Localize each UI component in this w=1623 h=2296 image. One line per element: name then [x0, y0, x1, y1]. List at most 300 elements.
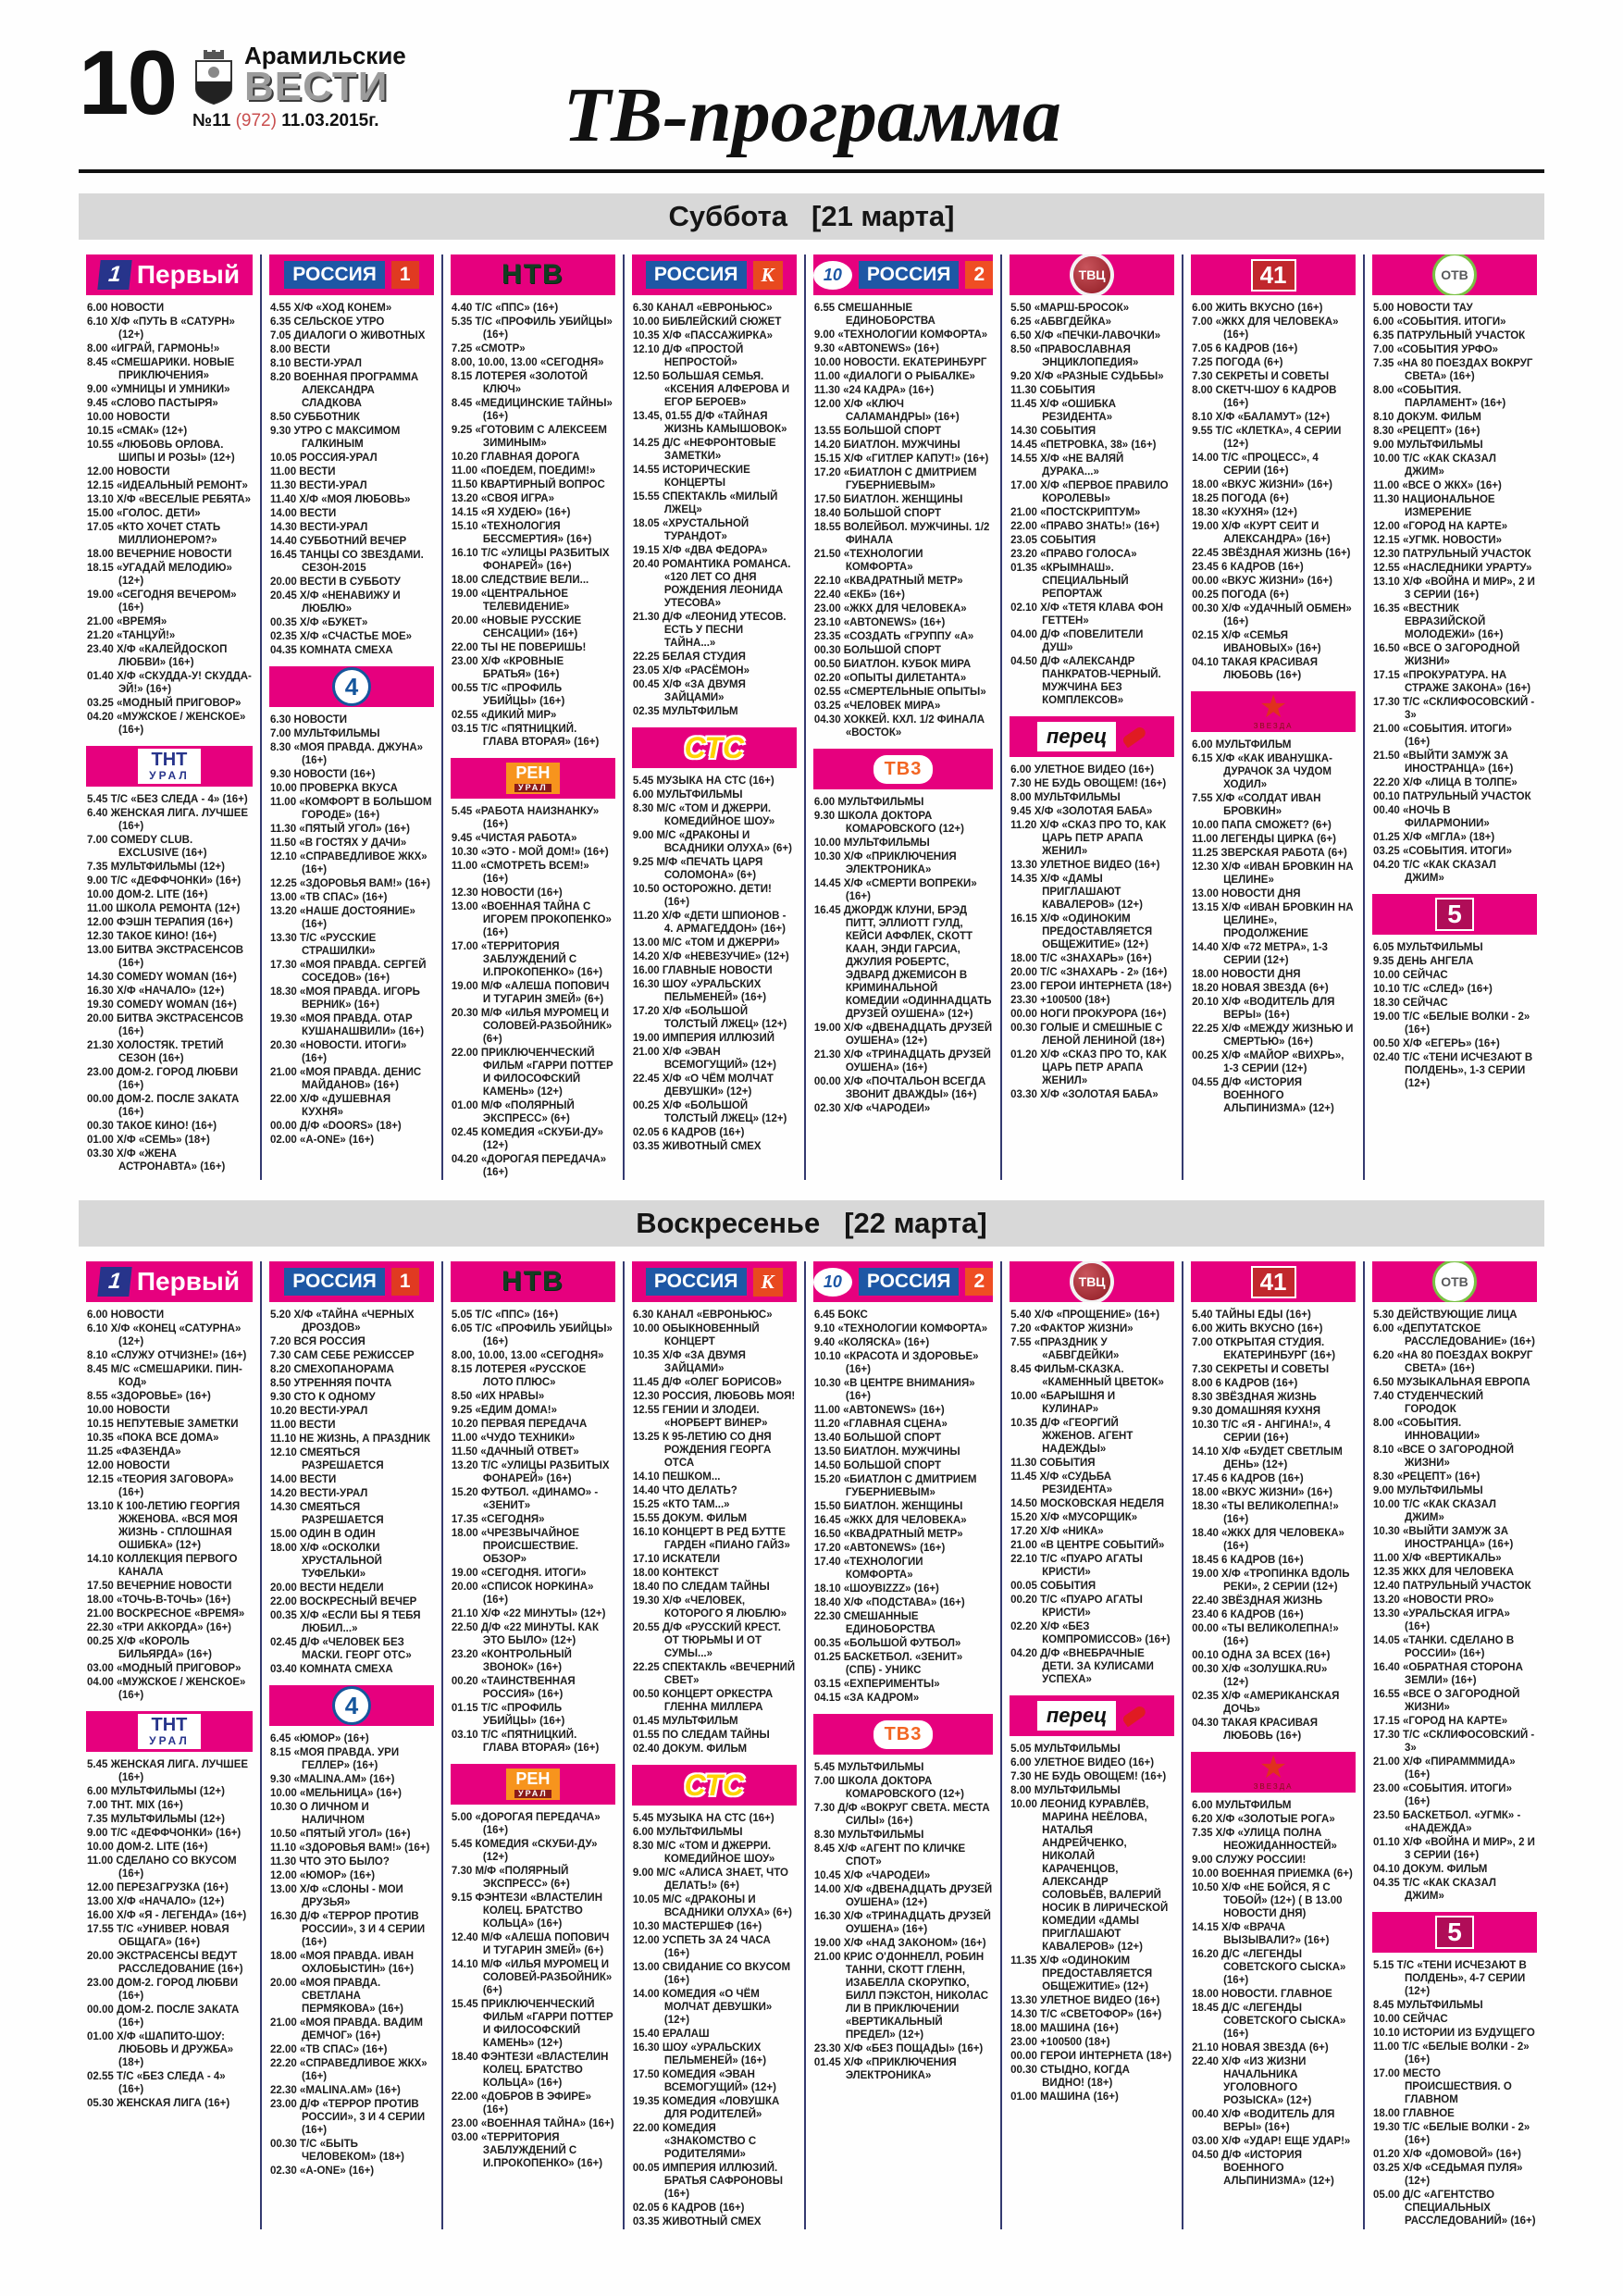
program-entry: 14.55 Х/Ф «НЕ ВАЛЯЙ ДУРАКА...»: [1010, 453, 1124, 478]
grid-column: [260, 1261, 441, 2229]
program-entry: 18.00 Х/Ф «ОСКОЛКИ ХРУСТАЛЬНОЙ ТУФЕЛЬКИ»: [269, 1543, 382, 1580]
program-entry: 11.00 Т/С «БЕЛЫЕ ВОЛКИ - 2» (16+): [1373, 2042, 1530, 2066]
program-entry: 11.20 Х/Ф «СКАЗ ПРО ТО, КАК ЦАРЬ ПЕТР АРАПА ЖЕНИЛ»: [1010, 820, 1167, 857]
program-list: [813, 1761, 993, 2082]
program-entry: 17.20 Х/Ф «БОЛЬШОЙ ТОЛСТЫЙ ЛЖЕЦ» (12+): [632, 1006, 787, 1030]
tv3-sun-block: [813, 1714, 993, 2082]
program-entry: 18.45 Д/С «ЛЕГЕНДЫ СОВЕТСКОГО СЫСКА» (16+): [1192, 2003, 1346, 2040]
rossiya-logo: РОССИЯ: [859, 261, 960, 289]
program-entry: 16.15 Х/Ф «ОДИНОКИМ ПРЕДОСТАВЛЯЕТСЯ ОБЩЕЖИТИЕ» (12+): [1010, 913, 1153, 950]
program-entry: 15.45 ПРИКЛЮЧЕНЧЕСКИЙ ФИЛЬМ «ГАРРИ ПОТТЕР И ФИЛОСОФСКИЙ КАМЕНЬ» (12+): [451, 1999, 613, 2049]
tnt-ural-logo: ТНТ УРАЛ: [138, 749, 201, 784]
rossiya-1-badge: 1: [391, 1268, 419, 1296]
program-entry: 04.35 Т/С «КАК СКАЗАЛ ДЖИМ»: [1373, 1878, 1497, 1902]
program-entry: 02.00 «А-ONE» (16+): [269, 1135, 375, 1146]
program-entry: 12.15 «ИДЕАЛЬНЫЙ РЕМОНТ»: [87, 480, 248, 491]
program-entry: 10.10 Т/С «СЛЕД» (16+): [1373, 984, 1493, 995]
rossiya-logo: РОССИЯ: [646, 1268, 747, 1296]
day-date: [22 марта]: [844, 1207, 987, 1239]
program-entry: 23.05 СОБЫТИЯ: [1010, 535, 1096, 546]
perec-sun-block: [1010, 1695, 1174, 2104]
ntv-logo: НТВ: [502, 1266, 564, 1297]
program-entry: 22.00 ТЫ НЕ ПОВЕРИШЬ!: [451, 642, 587, 653]
program-entry: 13.30 «УРАЛЬСКАЯ ИГРА» (16+): [1373, 1608, 1510, 1632]
program-entry: 11.00 «ДИАЛОГИ О РЫБАЛКЕ»: [813, 371, 975, 382]
4-kanal-logo: 4: [332, 1686, 371, 1725]
program-entry: 19.15 Х/Ф «ДВА ФЕДОРА»: [632, 545, 768, 556]
program-entry: 11.00 ЛЕГЕНДЫ ЦИРКА (6+): [1192, 834, 1336, 845]
program-entry: 19.00 Х/Ф «ТРОПИНКА ВДОЛЬ РЕКИ», 2 СЕРИИ (12+): [1192, 1569, 1350, 1593]
program-entry: 18.00 «ЧРЕЗВЫЧАЙНОЕ ПРОИСШЕСТВИЕ. ОБЗОР»: [451, 1528, 580, 1565]
kultura-badge: К: [753, 261, 783, 290]
program-entry: 8.00 6 КАДРОВ (16+): [1192, 1378, 1298, 1389]
program-entry: 13.30 УЛЕТНОЕ ВИДЕО (16+): [1010, 860, 1160, 871]
program-entry: 00.10 ОДНА ЗА ВСЕХ (16+): [1192, 1650, 1331, 1661]
perviy-sun-banner: [86, 1261, 253, 1302]
program-entry: 02.40 ДОКУМ. ФИЛЬМ: [632, 1744, 748, 1755]
program-entry: 8.10 Х/Ф «БАЛАМУТ» (12+): [1192, 412, 1331, 423]
pepper-icon: [1121, 726, 1147, 749]
ren-ural-logo: РЕН УРАЛ: [506, 1769, 560, 1800]
program-entry: 12.55 «НАСЛЕДНИКИ УРАРТУ»: [1373, 563, 1532, 574]
program-entry: 7.00 ОТКРЫТАЯ СТУДИЯ. ЕКАТЕРИНБУРГ (16+): [1192, 1337, 1336, 1361]
program-entry: 7.20 «ФАКТОР ЖИЗНИ»: [1010, 1323, 1134, 1334]
program-entry: 11.10 «ЗДОРОВЬЯ ВАМ!» (16+): [269, 1843, 430, 1854]
program-entry: 11.30 ВЕСТИ-УРАЛ: [269, 480, 367, 491]
program-entry: 21.30 Д/Ф «ЛЕОНИД УТЕСОВ. ЕСТЬ У ПЕСНИ ТАЙНА...»: [632, 612, 787, 649]
program-entry: 10.00 «МЕЛЬНИЦА» (16+): [269, 1788, 402, 1799]
program-entry: 5.45 КОМЕДИЯ «СКУБИ-ДУ» (12+): [451, 1839, 598, 1863]
program-entry: 19.00 ИМПЕРИЯ ИЛЛЮЗИЙ: [632, 1033, 775, 1044]
logo-sub: ЗВЕЗДА: [1253, 721, 1294, 730]
program-entry: 8.45 ФИЛЬМ-СКАЗКА. «КАМЕННЫЙ ЦВЕТОК»: [1010, 1364, 1164, 1388]
program-list: [269, 1309, 434, 1676]
issue-line: [192, 111, 406, 131]
program-entry: 10.00 БИБЛЕЙСКИЙ СЮЖЕТ: [632, 316, 782, 328]
tv3-sat-banner: [813, 749, 993, 789]
program-entry: 02.05 6 КАДРОВ (16+): [632, 1127, 745, 1138]
tnt-sat-banner: [86, 746, 253, 787]
program-entry: 00.50 Х/Ф «ЕГЕРЬ» (16+): [1373, 1038, 1500, 1049]
program-entry: 10.50 ОСТОРОЖНО. ДЕТИ! (16+): [632, 884, 772, 908]
grid-column: [1182, 1261, 1363, 2229]
program-entry: 13.10 Х/Ф «ВЕСЕЛЫЕ РЕБЯТА»: [87, 494, 251, 505]
program-entry: 00.00 ГЕРОИ ИНТЕРНЕТА (18+): [1010, 2051, 1172, 2062]
sts-logo: СТС: [684, 1768, 745, 1802]
program-entry: 10.30 «В ЦЕНТРЕ ВНИМАНИЯ» (16+): [813, 1378, 975, 1402]
program-entry: 18.00 КОНТЕКСТ: [632, 1568, 719, 1579]
grid-column: [804, 254, 1000, 1180]
program-entry: 14.10 М/Ф «ИЛЬЯ МУРОМЕЦ И СОЛОВЕЙ-РАЗБОЙНИК» (6+): [451, 1959, 613, 1996]
program-entry: 6.00 МУЛЬТФИЛЬМЫ: [632, 1827, 743, 1838]
program-entry: 01.00 Х/Ф «ШАПИТО-ШОУ: ЛЮБОВЬ И ДРУЖБА» (18+): [87, 2031, 234, 2068]
program-entry: 7.30 СЕКРЕТЫ И СОВЕТЫ: [1192, 1364, 1330, 1375]
program-entry: 03.35 ЖИВОТНЫЙ СМЕХ: [632, 1141, 762, 1152]
tvc-sat-banner: [1010, 254, 1174, 295]
program-entry: 10.05 М/С «ДРАКОНЫ И ВСАДНИКИ ОЛУХА» (6+): [632, 1894, 792, 1918]
program-entry: 19.30 COMEDY WOMAN (16+): [87, 999, 237, 1011]
program-entry: 16.40 «ОБРАТНАЯ СТОРОНА ЗЕМЛИ» (16+): [1373, 1662, 1523, 1686]
program-entry: 15.20 ФУТБОЛ. «ДИНАМО» - «ЗЕНИТ»: [451, 1487, 599, 1511]
program-entry: 6.00 НОВОСТИ: [87, 1309, 165, 1321]
program-entry: 11.30 НАЦИОНАЛЬНОЕ ИЗМЕРЕНИЕ: [1373, 494, 1495, 518]
otv-sat-banner: [1372, 254, 1537, 295]
program-entry: 6.15 Х/Ф «КАК ИВАНУШКА-ДУРАЧОК ЗА ЧУДОМ ХОДИЛ»: [1192, 753, 1332, 790]
program-entry: 02.30 Х/Ф «ЧАРОДЕИ»: [813, 1103, 931, 1114]
program-list: [1372, 1309, 1537, 1903]
program-entry: 11.45 Х/Ф «СУДЬБА РЕЗИДЕНТА»: [1010, 1471, 1113, 1496]
program-entry: 13.00 М/С «ТОМ И ДЖЕРРИ»: [632, 937, 780, 949]
program-entry: 13.00 СВИДАНИЕ СО ВКУСОМ (16+): [632, 1962, 791, 1986]
rossiya1-sun-block: [269, 1261, 434, 1676]
program-entry: 10.45 Х/Ф «ЧАРОДЕИ»: [813, 1870, 931, 1881]
program-entry: 20.30 М/Ф «ИЛЬЯ МУРОМЕЦ И СОЛОВЕЙ-РАЗБОЙНИК» (6+): [451, 1008, 613, 1045]
program-entry: 23.20 «КОНТРОЛЬНЫЙ ЗВОНОК» (16+): [451, 1649, 572, 1673]
program-entry: 7.55 Х/Ф «СОЛДАТ ИВАН БРОВКИН»: [1192, 793, 1321, 817]
tvc-sun-banner: [1010, 1261, 1174, 1302]
program-entry: 18.00 «ВКУС ЖИЗНИ» (16+): [1192, 1487, 1332, 1498]
program-entry: 10.30 «ВЫЙТИ ЗАМУЖ ЗА ИНОСТРАНЦА» (16+): [1373, 1526, 1514, 1550]
program-entry: 8.45 Х/Ф «АГЕНТ ПО КЛИЧКЕ СПОТ»: [813, 1843, 966, 1868]
program-entry: 6.00 «ДЕПУТАТСКОЕ РАССЛЕДОВАНИЕ» (16+): [1373, 1323, 1535, 1347]
program-entry: 11.35 Х/Ф «ОДИНОКИМ ПРЕДОСТАВЛЯЕТСЯ ОБЩЕЖИТИЕ» (12+): [1010, 1955, 1153, 1992]
sts-sun-banner: [632, 1765, 797, 1806]
program-entry: 14.10 ПЕШКОМ...: [632, 1471, 721, 1483]
program-entry: 12.00 НОВОСТИ: [87, 466, 170, 478]
tv3-sat-block: [813, 749, 993, 1115]
program-entry: 13.30 УЛЕТНОЕ ВИДЕО (16+): [1010, 1995, 1160, 2006]
program-entry: 17.30 «МОЯ ПРАВДА. СЕРГЕЙ СОСЕДОВ» (16+): [269, 960, 427, 984]
program-entry: 10.00 ЛЕОНИД КУРАВЛЁВ, МАРИНА НЕЁЛОВА, НАТАЛЬЯ АНДРЕЙЧЕНКО, НИКОЛАЙ КАРАЧЕНЦОВ, АЛЕКСАНДР СОЛОВЬЁВ, ВАЛЕРИЙ НОСИК В ЛИРИЧЕСКОЙ КОМЕДИИ «ДАМЫ ПРИГЛАШАЮТ КАВАЛЕРОВ» (12+): [1010, 1799, 1169, 1953]
program-entry: 10.00 СЕЙЧАС: [1373, 2014, 1448, 2025]
program-entry: 9.25 «ГОТОВИМ С АЛЕКСЕЕМ ЗИМИНЫМ»: [451, 425, 607, 449]
program-entry: 14.35 Х/Ф «ДАМЫ ПРИГЛАШАЮТ КАВАЛЕРОВ» (12+): [1010, 874, 1143, 911]
program-entry: 13.00 БИТВА ЭКСТРАСЕНСОВ (16+): [87, 945, 244, 969]
program-entry: 21.00 ВОСКРЕСНОЕ «ВРЕМЯ»: [87, 1608, 245, 1620]
program-entry: 5.00 НОВОСТИ ТАУ: [1373, 303, 1473, 314]
grid-column: [1000, 254, 1182, 1180]
program-entry: 20.00 «НОВЫЕ РУССКИЕ СЕНСАЦИИ» (16+): [451, 615, 582, 639]
program-entry: 18.00 ГЛАВНОЕ: [1373, 2108, 1455, 2119]
program-entry: 9.30 «MALINA.AM» (16+): [269, 1774, 395, 1785]
program-entry: 04.20 «ДОРОГАЯ ПЕРЕДАЧА» (16+): [451, 1154, 607, 1178]
program-entry: 12.10 Д/Ф «ПРОСТОЙ НЕПРОСТОЙ»: [632, 344, 744, 368]
program-entry: 6.00 МУЛЬТФИЛЬМЫ: [632, 789, 743, 800]
program-entry: 10.00 Т/С «КАК СКАЗАЛ ДЖИМ»: [1373, 453, 1497, 478]
program-entry: 10.00 ДОМ-2. LITE (16+): [87, 889, 208, 900]
program-entry: 9.45 «СЛОВО ПАСТЫРЯ»: [87, 398, 218, 409]
program-entry: 02.35 Х/Ф «СЧАСТЬЕ МОЕ»: [269, 631, 413, 642]
program-entry: 02.20 «ОПЫТЫ ДИЛЕТАНТА»: [813, 673, 967, 684]
program-entry: 9.30 УТРО С МАКСИМОМ ГАЛКИНЫМ: [269, 426, 401, 450]
program-entry: 23.00 ГЕРОИ ИНТЕРНЕТА (18+): [1010, 981, 1172, 992]
program-entry: 6.10 Х/Ф «ПУТЬ В «САТУРН» (12+): [87, 316, 235, 341]
program-entry: 00.25 ПОГОДА (6+): [1192, 590, 1289, 601]
rossiyak-sun-banner: [632, 1261, 797, 1302]
program-entry: 10.00 ПАПА СМОЖЕТ? (6+): [1192, 820, 1332, 831]
grid-column: [1182, 254, 1363, 1180]
program-entry: 21.50 «ВЫЙТИ ЗАМУЖ ЗА ИНОСТРАНЦА» (16+): [1373, 751, 1514, 775]
rossiya2-sat-banner: [813, 254, 993, 295]
program-entry: 18.10 «ШОУBIZZZ» (16+): [813, 1583, 939, 1595]
program-entry: 6.50 МУЗЫКАЛЬНАЯ ЕВРОПА: [1373, 1377, 1530, 1388]
zvezda-sat-banner: [1191, 691, 1356, 732]
program-list: [86, 1309, 253, 1702]
program-entry: 8.00, 10.00, 13.00 «СЕГОДНЯ»: [451, 357, 604, 368]
program-entry: 00.30 Х/Ф «УДАЧНЫЙ ОБМЕН» (16+): [1192, 603, 1352, 627]
program-entry: 11.30 «24 КАДРА» (16+): [813, 385, 935, 396]
rossiya-logo: РОССИЯ: [284, 261, 385, 289]
program-entry: 21.20 «ТАНЦУЙ!»: [87, 630, 176, 641]
program-entry: 23.30 +100500 (18+): [1010, 995, 1110, 1006]
program-entry: 7.00 МУЛЬТФИЛЬМЫ: [269, 728, 380, 739]
program-entry: 8.10 ДОКУМ. ФИЛЬМ: [1373, 412, 1481, 423]
program-entry: 7.35 МУЛЬТФИЛЬМЫ (12+): [87, 1814, 225, 1825]
program-entry: 10.20 ПЕРВАЯ ПЕРЕДАЧА: [451, 1419, 588, 1430]
program-entry: 00.20 Т/С «ПУАРО АГАТЫ КРИСТИ»: [1010, 1595, 1143, 1619]
program-entry: 19.00 «ЦЕНТРАЛЬНОЕ ТЕЛЕВИДЕНИЕ»: [451, 589, 570, 613]
program-entry: 7.25 «СМОТР»: [451, 343, 526, 354]
program-entry: 00.25 Х/Ф «КОРОЛЬ БИЛЬЯРДА» (16+): [87, 1636, 212, 1660]
program-entry: 12.25 «ЗДОРОВЬЯ ВАМ!» (16+): [269, 878, 430, 889]
program-entry: 00.55 Т/С «ПРОФИЛЬ УБИЙЦЫ» (16+): [451, 683, 565, 707]
program-entry: 22.25 Х/Ф «МЕЖДУ ЖИЗНЬЮ И СМЕРТЬЮ» (16+): [1192, 1024, 1354, 1048]
program-entry: 00.00 «ТЫ ВЕЛИКОЛЕПНА!» (16+): [1192, 1623, 1339, 1647]
41-kanal-logo: 41: [1251, 1266, 1296, 1298]
page-header: [79, 31, 1544, 173]
program-entry: 14.00 ВЕСТИ: [269, 1474, 337, 1485]
program-entry: 14.50 МОСКОВСКАЯ НЕДЕЛЯ: [1010, 1498, 1165, 1509]
program-entry: 6.45 «ЮМОР» (16+): [269, 1733, 369, 1744]
program-entry: 14.30 ВЕСТИ-УРАЛ: [269, 522, 368, 533]
program-entry: 14.05 «ТАНКИ. СДЕЛАНО В РОССИИ» (16+): [1373, 1635, 1515, 1659]
program-entry: 10.00 ДОМ-2. LITE (16+): [87, 1842, 208, 1853]
program-entry: 9.30 НОВОСТИ (16+): [269, 769, 376, 780]
program-entry: 12.00 УСПЕТЬ ЗА 24 ЧАСА (16+): [632, 1935, 771, 1959]
program-entry: 7.35 Х/Ф «УЛИЦА ПОЛНА НЕОЖИДАННОСТЕЙ»: [1192, 1828, 1337, 1852]
program-entry: 10.15 НЕПУТЕВЫЕ ЗАМЕТКИ: [87, 1419, 239, 1430]
program-entry: 03.15 «ЕХПЕРИМЕНТЫ»: [813, 1679, 940, 1690]
program-entry: 23.00 +100500 (18+): [1010, 2037, 1110, 2048]
program-entry: 12.10 СМЕЯТЬСЯ РАЗРЕШАЕТСЯ: [269, 1447, 384, 1471]
program-entry: 6.00 МУЛЬТФИЛЬМ: [1192, 1800, 1292, 1811]
sts-logo: СТС: [684, 730, 745, 764]
tvc-sun-block: [1010, 1261, 1174, 1686]
program-entry: 17.00 МЕСТО ПРОИСШЕСТВИЯ. О ГЛАВНОМ: [1373, 2068, 1512, 2105]
program-entry: 21.00 Х/Ф «ПИРАМММИДА» (16+): [1373, 1756, 1516, 1781]
program-entry: 9.20 Х/Ф «РАЗНЫЕ СУДЬБЫ»: [1010, 371, 1164, 382]
program-entry: 17.20 Х/Ф «НИКА»: [1010, 1526, 1104, 1537]
program-entry: 7.00 «ЖКХ ДЛЯ ЧЕЛОВЕКА» (16+): [1192, 316, 1339, 341]
program-list: [86, 302, 253, 737]
grid-column: [623, 1261, 804, 2229]
sts-sat-block: [632, 727, 797, 1153]
program-entry: 23.20 «ПРАВО ГОЛОСА»: [1010, 549, 1137, 560]
program-entry: 02.55 «ДИКИЙ МИР»: [451, 710, 557, 721]
program-entry: 16.10 Т/С «УЛИЦЫ РАЗБИТЫХ ФОНАРЕЙ» (16+): [451, 548, 610, 572]
program-entry: 16.10 КОНЦЕРТ В РЕД БУТТЕ ГАРДЕН «ПИАНО ГАЙЗ»: [632, 1527, 790, 1551]
channel-one-icon: 1: [97, 1267, 131, 1297]
program-entry: 03.15 Т/С «ПЯТНИЦКИЙ. ГЛАВА ВТОРАЯ» (16+): [451, 724, 600, 748]
program-entry: 23.35 «СОЗДАТЬ «ГРУППУ «А»: [813, 631, 974, 642]
tvc-logo: ТВЦ: [1073, 1263, 1110, 1300]
program-entry: 22.30 «MALINA.AM» (16+): [269, 2085, 401, 2096]
program-entry: 11.50 КВАРТИРНЫЙ ВОПРОС: [451, 479, 605, 490]
program-list: [813, 302, 993, 739]
program-entry: 15.55 СПЕКТАКЛЬ «МИЛЫЙ ЛЖЕЦ»: [632, 491, 778, 515]
program-entry: 9.15 ФЭНТЕЗИ «ВЛАСТЕЛИН КОЛЕЦ. БРАТСТВО КОЛЬЦА» (16+): [451, 1893, 603, 1930]
program-entry: 23.00 ДОМ-2. ГОРОД ЛЮБВИ (16+): [87, 1067, 239, 1091]
rossiya2-sat-block: [813, 254, 993, 739]
program-list: [451, 302, 615, 749]
program-list: [269, 714, 434, 1147]
program-entry: 03.00 Х/Ф «УДАР! ЕЩЕ УДАР!»: [1192, 2136, 1351, 2147]
program-entry: 18.30 «КУХНЯ» (12+): [1192, 507, 1297, 518]
program-entry: 22.40 Х/Ф «ИЗ ЖИЗНИ НАЧАЛЬНИКА УГОЛОВНОГО РОЗЫСКА» (12+): [1192, 2056, 1312, 2106]
program-entry: 22.20 Х/Ф «ЛИЦА В ТОЛПЕ»: [1373, 777, 1518, 788]
program-entry: 21.30 Х/Ф «ТРИНАДЦАТЬ ДРУЗЕЙ ОУШЕНА» (16+): [813, 1049, 991, 1074]
day-header: [79, 193, 1544, 240]
program-entry: 23.00 «ЖКХ ДЛЯ ЧЕЛОВЕКА»: [813, 603, 967, 614]
issue-date: 11.03.2015г.: [281, 111, 379, 131]
program-entry: 02.55 Т/С «БЕЗ СЛЕДА - 4» (16+): [87, 2071, 226, 2095]
program-entry: 03.00 «МОДНЫЙ ПРИГОВОР»: [87, 1663, 242, 1674]
program-entry: 03.00 «ТЕРРИТОРИЯ ЗАБЛУЖДЕНИЙ С И.ПРОКОПЕНКО» (16+): [451, 2132, 603, 2169]
program-entry: 13.20 «СВОЯ ИГРА»: [451, 493, 554, 504]
program-entry: 11.30 ЧТО ЭТО БЫЛО?: [269, 1856, 390, 1868]
program-entry: 11.00 ШКОЛА РЕМОНТА (12+): [87, 903, 241, 914]
program-entry: 13.20 «НОВОСТИ PRO»: [1373, 1595, 1494, 1606]
program-entry: 20.10 Х/Ф «ВОДИТЕЛЬ ДЛЯ ВЕРЫ» (16+): [1192, 997, 1335, 1021]
perec-logo: перец: [1037, 1701, 1117, 1731]
program-list: [632, 775, 797, 1153]
program-entry: 10.00 НОВОСТИ. ЕКАТЕРИНБУРГ: [813, 357, 987, 368]
program-entry: 9.00 СЛУЖУ РОССИИ!: [1192, 1855, 1307, 1866]
ntv-sun-banner: [451, 1261, 615, 1302]
logo-sub: УРАЛ: [514, 1790, 551, 1798]
program-list: [1010, 302, 1174, 707]
perec-sat-block: [1010, 716, 1174, 1101]
rossiya1-sat-banner: [269, 254, 434, 295]
program-entry: 8.30 «РЕЦЕПТ» (16+): [1373, 1471, 1481, 1483]
slot-10-badge: 10: [813, 1268, 852, 1297]
5-kanal-logo: 5: [1435, 1916, 1474, 1949]
ren-sun-block: [451, 1764, 615, 2170]
program-entry: 01.25 БАСКЕТБОЛ. «ЗЕНИТ» (СПБ) - УНИКС: [813, 1652, 963, 1676]
program-entry: 10.35 «ПОКА ВСЕ ДОМА»: [87, 1433, 219, 1444]
program-entry: 8.00 «СОБЫТИЯ. ПАРЛАМЕНТ» (16+): [1373, 385, 1506, 409]
page-number: 10: [79, 31, 177, 133]
program-entry: 13.20 Т/С «УЛИЦЫ РАЗБИТЫХ ФОНАРЕЙ» (16+): [451, 1460, 610, 1484]
4kanal-sun-block: [269, 1685, 434, 2178]
program-entry: 21.10 НОВАЯ ЗВЕЗДА (6+): [1192, 2042, 1329, 2054]
program-entry: 9.35 ДЕНЬ АНГЕЛА: [1373, 956, 1474, 967]
program-entry: 13.00 НОВОСТИ ДНЯ: [1192, 888, 1301, 900]
program-entry: 01.20 Х/Ф «СКАЗ ПРО ТО, КАК ЦАРЬ ПЕТР АРАПА ЖЕНИЛ»: [1010, 1049, 1167, 1086]
program-entry: 5.00 «ДОРОГАЯ ПЕРЕДАЧА» (16+): [451, 1812, 601, 1836]
program-entry: 12.00 «ЮМОР» (16+): [269, 1870, 376, 1881]
program-entry: 17.50 КОМЕДИЯ «ЭВАН ВСЕМОГУЩИЙ» (12+): [632, 2069, 776, 2093]
channel-name: Первый: [136, 1267, 241, 1296]
program-entry: 18.00 НОВОСТИ ДНЯ: [1192, 969, 1301, 980]
program-entry: 02.15 Х/Ф «СЕМЬЯ ИВАНОВЫХ» (16+): [1192, 630, 1321, 654]
day-name: Суббота: [668, 200, 788, 232]
program-list: [1372, 1959, 1537, 2228]
ntv-logo: НТВ: [502, 259, 564, 290]
program-entry: 12.15 «УГМК. НОВОСТИ»: [1373, 535, 1502, 546]
program-entry: 6.20 «НА 80 ПОЕЗДАХ ВОКРУГ СВЕТА» (16+): [1373, 1350, 1533, 1374]
program-entry: 15.25 «КТО ТАМ...»: [632, 1499, 730, 1510]
program-entry: 20.00 БИТВА ЭКСТРАСЕНСОВ (16+): [87, 1013, 244, 1037]
program-entry: 21.00 «МОЯ ПРАВДА. ВАДИМ ДЕМЧОГ» (16+): [269, 2017, 423, 2042]
program-entry: 01.20 Х/Ф «ДОМОВОЙ» (16+): [1373, 2149, 1521, 2160]
program-entry: 11.30 СОБЫТИЯ: [1010, 385, 1096, 396]
program-entry: 10.00 Т/С «КАК СКАЗАЛ ДЖИМ»: [1373, 1499, 1497, 1523]
program-entry: 8.30 МУЛЬТФИЛЬМЫ: [813, 1830, 924, 1841]
program-entry: 19.00 «СЕГОДНЯ ВЕЧЕРОМ» (16+): [87, 590, 237, 614]
program-entry: 22.40 ЗВЁЗДНАЯ ЖИЗНЬ: [1192, 1595, 1323, 1607]
program-entry: 11.20 «ГЛАВНАЯ СЦЕНА»: [813, 1419, 948, 1430]
program-entry: 11.50 «В ГОСТЯХ У ДАЧИ»: [269, 838, 407, 849]
program-entry: 10.35 Х/Ф «ЗА ДВУМЯ ЗАЙЦАМИ»: [632, 1350, 746, 1374]
program-entry: 16.30 ШОУ «УРАЛЬСКИХ ПЕЛЬМЕНЕЙ» (16+): [632, 2042, 767, 2066]
program-list: [451, 1811, 615, 2170]
program-entry: 8.10 «ВСЕ О ЗАГОРОДНОЙ ЖИЗНИ»: [1373, 1445, 1515, 1469]
program-list: [813, 796, 993, 1115]
program-entry: 10.55 «ЛЮБОВЬ ОРЛОВА. ШИПЫ И РОЗЫ» (12+): [87, 440, 235, 464]
program-entry: 5.50 «МАРШ-БРОСОК»: [1010, 303, 1130, 314]
program-entry: 12.30 ТАКОЕ КИНО! (16+): [87, 931, 217, 942]
program-entry: 7.25 ПОГОДА (6+): [1192, 357, 1283, 368]
program-entry: 00.30 Х/Ф «ЗОЛУШКА.RU» (12+): [1192, 1664, 1328, 1688]
program-entry: 11.00 «СМОТРЕТЬ ВСЕМ!» (16+): [451, 861, 589, 885]
5kanal-sat-banner: [1372, 894, 1537, 935]
program-entry: 14.30 Т/С «СВЕТОФОР» (16+): [1010, 2009, 1162, 2020]
ren-ural-logo: РЕН УРАЛ: [506, 763, 560, 794]
program-entry: 13.15 Х/Ф «ИВАН БРОВКИН НА ЦЕЛИНЕ», ПРОДОЛЖЕНИЕ: [1192, 902, 1354, 939]
rossiya2-sun-banner: [813, 1261, 993, 1302]
program-entry: 23.40 Х/Ф «КАЛЕЙДОСКОП ЛЮБВИ» (16+): [87, 644, 228, 668]
program-entry: 14.55 ИСТОРИЧЕСКИЕ КОНЦЕРТЫ: [632, 465, 750, 489]
program-entry: 20.00 «СПИСОК НОРКИНА» (16+): [451, 1582, 594, 1606]
rossiya-logo: РОССИЯ: [646, 261, 747, 289]
grid-column: [1363, 1261, 1544, 2229]
program-entry: 12.30 РОССИЯ, ЛЮБОВЬ МОЯ!: [632, 1391, 796, 1402]
program-entry: 11.00 «АВТОNEWS» (16+): [813, 1405, 945, 1416]
rossiya2-sun-block: [813, 1261, 993, 1705]
grid-column: [804, 1261, 1000, 2229]
program-entry: 9.00 «ТЕХНОЛОГИИ КОМФОРТА»: [813, 329, 988, 341]
program-entry: 00.00 НОГИ ПРОКУРОРА (16+): [1010, 1009, 1167, 1020]
tnt-sun-banner: [86, 1711, 253, 1752]
zvezda-sat-block: [1191, 691, 1356, 1115]
program-entry: 03.40 КОМНАТА СМЕХА: [269, 1664, 393, 1675]
program-entry: 15.00 ОДИН В ОДИН: [269, 1529, 376, 1540]
program-entry: 14.10 КОЛЛЕКЦИЯ ПЕРВОГО КАНАЛА: [87, 1554, 238, 1578]
program-entry: 13.10 Х/Ф «ВОЙНА И МИР», 2 И 3 СЕРИИ (16+): [1373, 577, 1535, 601]
41-sun-block: [1191, 1261, 1356, 1743]
sts-sun-block: [632, 1765, 797, 2228]
program-entry: 01.00 Х/Ф «СЕМЬ» (18+): [87, 1135, 210, 1146]
program-entry: 01.35 «КРЫМНАШ». СПЕЦИАЛЬНЫЙ РЕПОРТАЖ: [1010, 563, 1129, 600]
program-entry: 5.45 МУЛЬТФИЛЬМЫ: [813, 1762, 924, 1773]
program-entry: 18.20 НОВАЯ ЗВЕЗДА (6+): [1192, 983, 1329, 994]
program-entry: 11.00 «ПОЕДЕМ, ПОЕДИМ!»: [451, 465, 596, 477]
program-entry: 14.20 Х/Ф «НЕВЕЗУЧИЕ» (12+): [632, 951, 789, 962]
program-entry: 00.35 «БОЛЬШОЙ ФУТБОЛ»: [813, 1638, 961, 1649]
program-entry: 7.30 М/Ф «ПОЛЯРНЫЙ ЭКСПРЕСС» (6+): [451, 1866, 570, 1890]
program-entry: 18.55 ВОЛЕЙБОЛ. МУЖЧИНЫ. 1/2 ФИНАЛА: [813, 522, 990, 546]
